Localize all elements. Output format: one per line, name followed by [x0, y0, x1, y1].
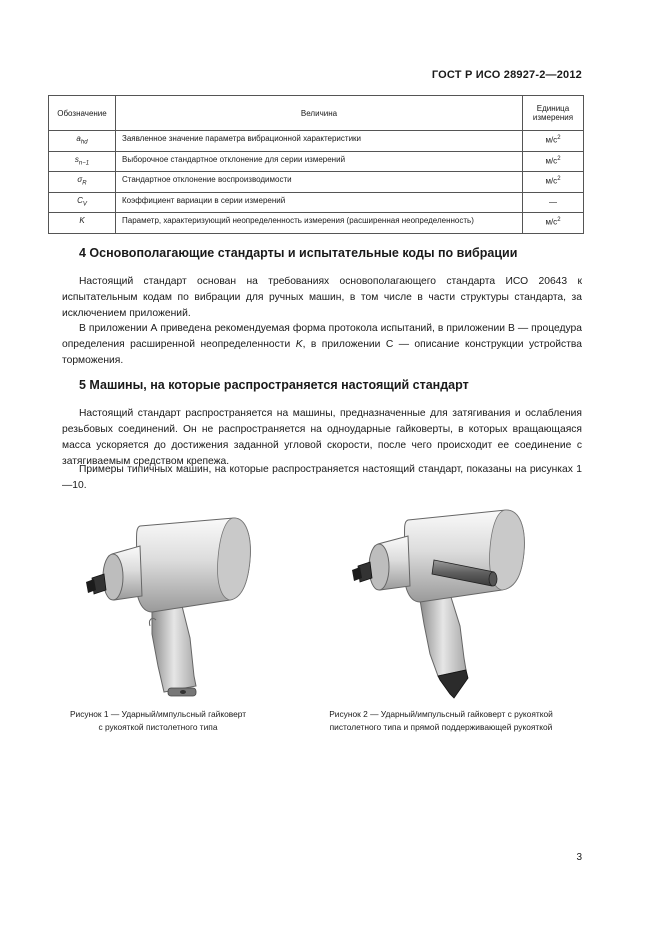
symbol-cell: $C_V$ [49, 192, 116, 213]
unit-cell: $м/с^2$ [523, 213, 584, 234]
symbol-cell: $s_{n-1}$ [49, 151, 116, 172]
figure-2-impact-wrench-with-handle-image [346, 508, 546, 702]
section-4-paragraph-2: В приложении А приведена рекомендуемая форма протокола испытаний, в приложении В — процедура определения расширенной неопределенности K, в приложении С — описание конструкции устройства торможения. [62, 323, 583, 366]
table-row [49, 131, 584, 152]
page-number: 3 [576, 852, 582, 863]
section-5-paragraph-2: Примеры типичных машин, на которые распространяется настоящий стандарт, показаны на рисунках 1—10. [62, 464, 582, 491]
column-header-symbol: Обозначение [49, 96, 116, 131]
quantity-cell: Заявленное значение параметра вибрационной характеристики [116, 131, 523, 152]
column-header-unit: Единица измерения [523, 96, 584, 131]
quantity-cell: Коэффициент вариации в серии измерений [116, 192, 523, 213]
unit-cell: $м/с^2$ [523, 151, 584, 172]
unit-cell: — [523, 192, 584, 213]
section-5-heading: 5 Машины, на которые распространяется настоящий стандарт [79, 378, 469, 392]
figure-2-caption: Рисунок 2 — Ударный/импульсный гайковерт с рукояткой пистолетного типа и прямой поддерживающей рукояткой [329, 709, 553, 732]
table-row [49, 192, 584, 213]
table-row [49, 151, 584, 172]
section-4-heading: 4 Основополагающие стандарты и испытательные коды по вибрации [79, 246, 518, 260]
symbol-cell: $\sigma_R$ [49, 172, 116, 193]
document-id-header: ГОСТ Р ИСО 28927-2—2012 [431, 69, 582, 81]
table-row [49, 172, 584, 193]
table-row [49, 213, 584, 234]
symbols-table [48, 95, 584, 234]
figure-1-impact-wrench-image [82, 516, 262, 702]
figure-1-caption: Рисунок 1 — Ударный/импульсный гайковерт с рукояткой пистолетного типа [69, 709, 247, 732]
table-header-row [49, 96, 584, 131]
unit-cell: $м/с^2$ [523, 172, 584, 193]
unit-cell: $м/с^2$ [523, 131, 584, 152]
section-4-paragraph-1: Настоящий стандарт основан на требованиях основополагающего стандарта ИСО 20643 к испытательным кодам по вибрации для ручных машин, в том числе в части структуры стандарта, за исключением приложений. [62, 276, 582, 319]
section-5-paragraph-1: Настоящий стандарт распространяется на машины, предназначенные для затягивания и ослабления резьбовых соединений. Он не распространяется на одноударные гайковерты, в которых вращающаяся масса ускоряется до достижения заданной угловой скорости, после чего происходит ее соединение с затягиваемым средством крепежа. [62, 408, 582, 467]
quantity-cell: Выборочное стандартное отклонение для серии измерений [116, 151, 523, 172]
column-header-quantity: Величина [116, 96, 523, 131]
quantity-cell: Параметр, характеризующий неопределенность измерения (расширенная неопределенность) [116, 213, 523, 234]
symbol-cell: K [49, 213, 116, 234]
quantity-cell: Стандартное отклонение воспроизводимости [116, 172, 523, 193]
symbol-cell: $a_{hd}$ [49, 131, 116, 152]
